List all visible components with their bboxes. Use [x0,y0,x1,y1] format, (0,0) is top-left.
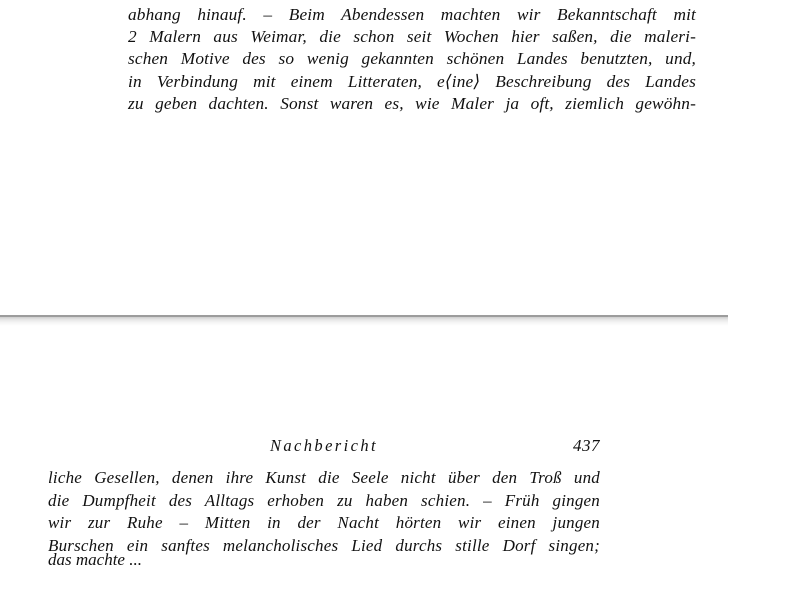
text-line: in Verbindung mit einem Litteraten, e⟨ine⟩ Beschreibung des Landes [128,71,696,91]
upper-body-text [128,4,696,115]
page-divider [0,315,728,326]
text-line: zu geben dachten. Sonst waren es, wie Maler ja oft, ziemlich gewöhn- [128,93,696,113]
page-number: 437 [573,436,600,455]
text-line: die Dumpfheit des Alltags erhoben zu haben schien. – Früh gingen [48,490,600,510]
running-title: Nachbericht [270,436,378,455]
text-line: Burschen ein sanftes melancholisches Lied durchs stille Dorf singen; [48,535,600,555]
lower-page-scan [0,326,728,600]
cut-off-line [48,550,168,569]
upper-page-scan [0,0,728,315]
partial-line-text: das machte ... [48,550,142,569]
text-line: wir zur Ruhe – Mitten in der Nacht hörten wir einen jungen [48,513,600,533]
page-edge [0,315,728,317]
lower-body-text [48,467,600,557]
text-line: schen Motive des so wenig gekannten schönen Landes benutzten, und, [128,49,696,69]
text-line: abhang hinauf. – Beim Abendessen machten wir Bekanntschaft mit [128,5,696,24]
text-line: 2 Malern aus Weimar, die schon seit Wochen hier saßen, die maleri- [128,27,696,47]
text-line: liche Gesellen, denen ihre Kunst die Seele nicht über den Troß und [48,468,600,487]
clipped-text-line [128,0,694,3]
running-head [48,430,600,456]
